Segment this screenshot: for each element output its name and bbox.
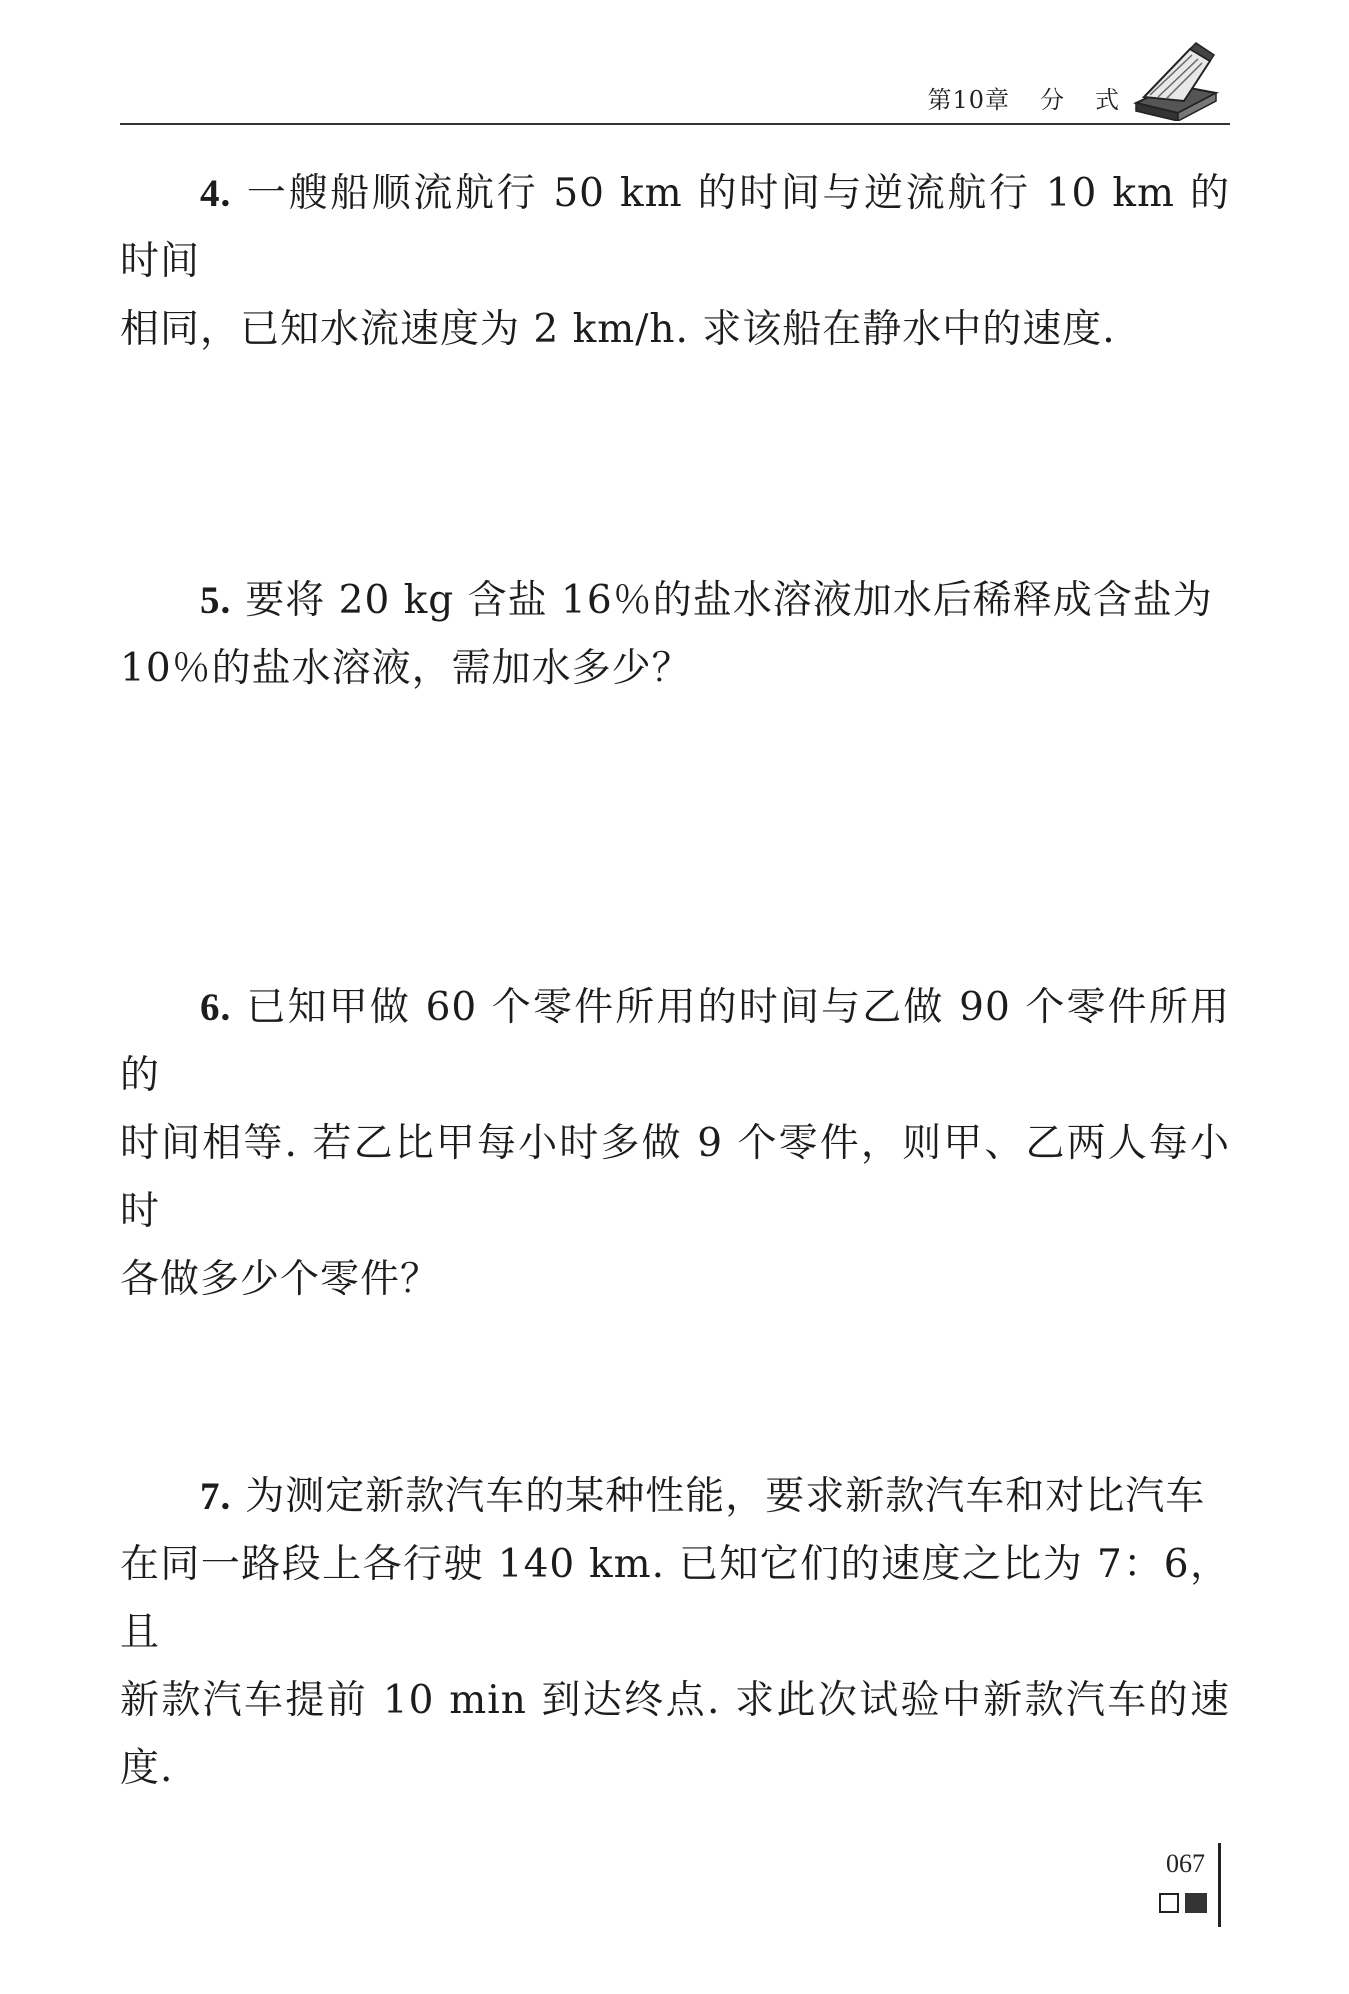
- problem-line: 6. 已知甲做 60 个零件所用的时间与乙做 90 个零件所用的: [120, 985, 1230, 1098]
- problem-line: 在同一路段上各行驶 140 km. 已知它们的速度之比为 7：6，且: [120, 1542, 1230, 1655]
- running-head: [927, 80, 1120, 115]
- page-footer: [1101, 1843, 1221, 1928]
- problem-5: [120, 567, 1230, 703]
- chapter-title-part1: 分: [1040, 86, 1065, 114]
- chapter-title-part2: 式: [1095, 86, 1120, 114]
- problem-number: 7.: [200, 1475, 232, 1518]
- footer-rule: [1218, 1843, 1221, 1927]
- problem-line: 4. 一艘船顺流航行 50 km 的时间与逆流航行 10 km 的时间: [120, 171, 1230, 284]
- problem-4: [120, 160, 1230, 364]
- problem-line: 时间相等. 若乙比甲每小时多做 9 个零件，则甲、乙两人每小时: [120, 1121, 1230, 1234]
- problem-line: 5. 要将 20 kg 含盐 16％的盐水溶液加水后稀释成含盐为: [200, 578, 1213, 623]
- page-header: [120, 70, 1230, 125]
- problem-line: 各做多少个零件？: [120, 1257, 441, 1302]
- page-number: 067: [1166, 1849, 1205, 1878]
- problem-line: 10％的盐水溶液，需加水多少？: [120, 646, 692, 691]
- problem-number: 4.: [200, 172, 232, 215]
- chapter-label: 第10章: [927, 86, 1010, 114]
- problem-line: 7. 为测定新款汽车的某种性能，要求新款汽车和对比汽车: [200, 1474, 1206, 1519]
- outline-square-icon: [1159, 1893, 1179, 1913]
- header-rule: [120, 123, 1230, 125]
- problem-6: [120, 974, 1230, 1314]
- filled-square-icon: [1185, 1893, 1207, 1913]
- problem-line: 相同，已知水流速度为 2 km/h. 求该船在静水中的速度.: [120, 307, 1116, 352]
- problem-number: 6.: [200, 986, 232, 1029]
- book-icon: [1130, 41, 1220, 121]
- problem-line: 新款汽车提前 10 min 到达终点. 求此次试验中新款汽车的速度.: [120, 1678, 1230, 1791]
- problem-7: [120, 1463, 1230, 1803]
- problem-number: 5.: [200, 579, 232, 622]
